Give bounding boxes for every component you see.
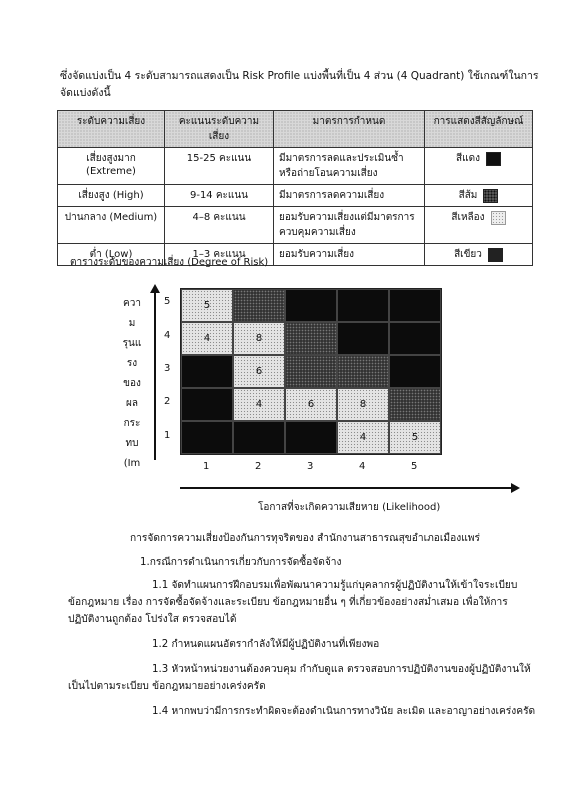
matrix-cell: 4 bbox=[337, 421, 389, 454]
risk-level: ปานกลาง (Medium) bbox=[58, 207, 165, 244]
header-score: คะแนนระดับความเสี่ยง bbox=[165, 111, 274, 148]
risk-color-cell bbox=[425, 207, 533, 244]
y-axis-label-line: ของ bbox=[123, 378, 141, 389]
y-tick-label: 4 bbox=[164, 330, 171, 341]
matrix-cell bbox=[285, 289, 337, 322]
header-color-symbol: การแสดงสีสัญลักษณ์ bbox=[425, 111, 533, 148]
risk-measure: ยอมรับความเสี่ยง bbox=[274, 244, 425, 266]
risk-measure: มีมาตรการลดและประเมินซ้ำหรือถ่ายโอนความเสี่ยง bbox=[274, 148, 425, 185]
matrix-cell bbox=[285, 322, 337, 355]
matrix-cell bbox=[389, 388, 441, 421]
risk-level-table bbox=[57, 110, 533, 266]
risk-color-cell bbox=[425, 185, 533, 207]
matrix-cell bbox=[337, 355, 389, 388]
x-axis-label: โอกาสที่จะเกิดความเสียหาย (Likelihood) bbox=[258, 502, 441, 513]
y-tick-label: 3 bbox=[164, 363, 171, 374]
matrix-cell bbox=[337, 289, 389, 322]
table-row bbox=[58, 148, 533, 185]
item-text: ปฏิบัติงานถูกต้อง โปร่งใส ตรวจสอบได้ bbox=[68, 614, 237, 625]
matrix-cell bbox=[389, 355, 441, 388]
matrix-cell bbox=[233, 421, 285, 454]
item-text: 1.2 กำหนดแผนอัตรากำลังให้มีผู้ปฏิบัติงานที่เพียงพอ bbox=[152, 639, 380, 650]
y-axis-label-line: ม bbox=[128, 318, 136, 329]
x-tick-label: 2 bbox=[255, 461, 262, 472]
table-row bbox=[58, 185, 533, 207]
risk-color-cell bbox=[425, 148, 533, 185]
y-tick-label: 5 bbox=[164, 296, 171, 307]
y-tick-label: 2 bbox=[164, 396, 171, 407]
y-axis-label-line: รง bbox=[126, 358, 138, 369]
y-axis-label-line: รุนแ bbox=[122, 338, 142, 349]
item-heading: 1.กรณีการดำเนินการเกี่ยวกับการจัดซื้อจัดจ้าง bbox=[140, 557, 342, 568]
intro-paragraph: ซึ่งจัดแบ่งเป็น 4 ระดับสามารถแสดงเป็น Risk Profile แบ่งพื้นที่เป็น 4 ส่วน (4 Quadrant) ใช้เกณฑ์ในการจัดแบ่งดังนี้ bbox=[60, 70, 539, 99]
matrix-cell bbox=[337, 322, 389, 355]
table-header-row bbox=[58, 111, 533, 148]
risk-score: 4–8 คะแนน bbox=[165, 207, 274, 244]
risk-score: 9-14 คะแนน bbox=[165, 185, 274, 207]
matrix-cell: 8 bbox=[337, 388, 389, 421]
risk-score: 1–3 คะแนน bbox=[165, 244, 274, 266]
matrix-cell bbox=[285, 355, 337, 388]
orange-swatch-icon bbox=[483, 189, 498, 203]
risk-level: เสี่ยงสูงมาก (Extreme) bbox=[58, 148, 165, 185]
matrix-cell bbox=[389, 322, 441, 355]
risk-level: ต่ำ (Low) bbox=[58, 244, 165, 266]
matrix-cell: 8 bbox=[233, 322, 285, 355]
x-tick-label: 3 bbox=[307, 461, 314, 472]
risk-matrix bbox=[180, 288, 442, 455]
color-name: สีเหลือง bbox=[451, 212, 485, 223]
risk-color-cell bbox=[425, 244, 533, 266]
matrix-cell: 6 bbox=[233, 355, 285, 388]
item-text: 1.4 หากพบว่ามีการกระทำผิดจะต้องดำเนินการทางวินัย ละเมิด และอาญาอย่างเคร่งครัด bbox=[152, 706, 536, 717]
red-swatch-icon bbox=[486, 152, 501, 166]
item-text: ข้อกฎหมาย เรื่อง การจัดซื้อจัดจ้างและระเบียบ ข้อกฎหมายอื่น ๆ ที่เกี่ยวข้องอย่างสม่ำเสมอ เพื่อให้การ bbox=[68, 597, 508, 608]
x-tick-label: 4 bbox=[359, 461, 366, 472]
matrix-cell bbox=[389, 289, 441, 322]
x-axis-arrow-icon bbox=[180, 483, 520, 493]
matrix-cell bbox=[181, 388, 233, 421]
matrix-cell bbox=[233, 289, 285, 322]
matrix-cell: 5 bbox=[389, 421, 441, 454]
header-risk-level: ระดับความเสี่ยง bbox=[58, 111, 165, 148]
item-text: เป็นไปตามระเบียบ ข้อกฎหมายอย่างเคร่งครัด bbox=[68, 681, 266, 692]
y-axis-label bbox=[116, 294, 148, 474]
color-name: สีส้ม bbox=[458, 190, 478, 201]
section-title: การจัดการความเสี่ยงป้องกันการทุจริตของ สำนักงานสาธารณสุขอำเภอเมืองแพร่ bbox=[130, 533, 480, 544]
y-axis-label-line: ควา bbox=[123, 298, 141, 309]
y-axis-label-line: ผล bbox=[126, 398, 138, 409]
y-axis-label-line: ทบ bbox=[125, 438, 139, 449]
color-name: สีเขียว bbox=[454, 249, 482, 260]
risk-measure: ยอมรับความเสี่ยงแต่มีมาตรการควบคุมความเสี่ยง bbox=[274, 207, 425, 244]
risk-level: เสี่ยงสูง (High) bbox=[58, 185, 165, 207]
y-tick-label: 1 bbox=[164, 430, 171, 441]
y-axis-label-line: กระ bbox=[123, 418, 141, 429]
table-row bbox=[58, 207, 533, 244]
y-axis-label-line: (Im bbox=[123, 458, 141, 469]
matrix-cell: 6 bbox=[285, 388, 337, 421]
x-tick-label: 5 bbox=[411, 461, 418, 472]
green-swatch-icon bbox=[488, 248, 503, 262]
x-tick-label: 1 bbox=[203, 461, 210, 472]
yellow-swatch-icon bbox=[491, 211, 506, 225]
risk-score: 15-25 คะแนน bbox=[165, 148, 274, 185]
header-measure: มาตรการกำหนด bbox=[274, 111, 425, 148]
risk-measure: มีมาตรการลดความเสี่ยง bbox=[274, 185, 425, 207]
item-text: 1.1 จัดทำแผนการฝึกอบรมเพื่อพัฒนาความรู้แก่บุคลากรผู้ปฏิบัติงานให้เข้าใจระเบียบ bbox=[152, 580, 518, 591]
matrix-cell bbox=[181, 355, 233, 388]
matrix-cell: 4 bbox=[233, 388, 285, 421]
matrix-cell bbox=[285, 421, 337, 454]
matrix-cell: 5 bbox=[181, 289, 233, 322]
item-text: 1.3 หัวหน้าหน่วยงานต้องควบคุม กำกับดูแล ตรวจสอบการปฏิบัติงานของผู้ปฏิบัติงานให้ bbox=[152, 664, 531, 675]
matrix-cell bbox=[181, 421, 233, 454]
y-axis-arrow-icon bbox=[150, 284, 160, 460]
color-name: สีแดง bbox=[456, 153, 480, 164]
matrix-cell: 4 bbox=[181, 322, 233, 355]
matrix-caption: ตารางระดับของความเสี่ยง (Degree of Risk) bbox=[70, 257, 269, 268]
